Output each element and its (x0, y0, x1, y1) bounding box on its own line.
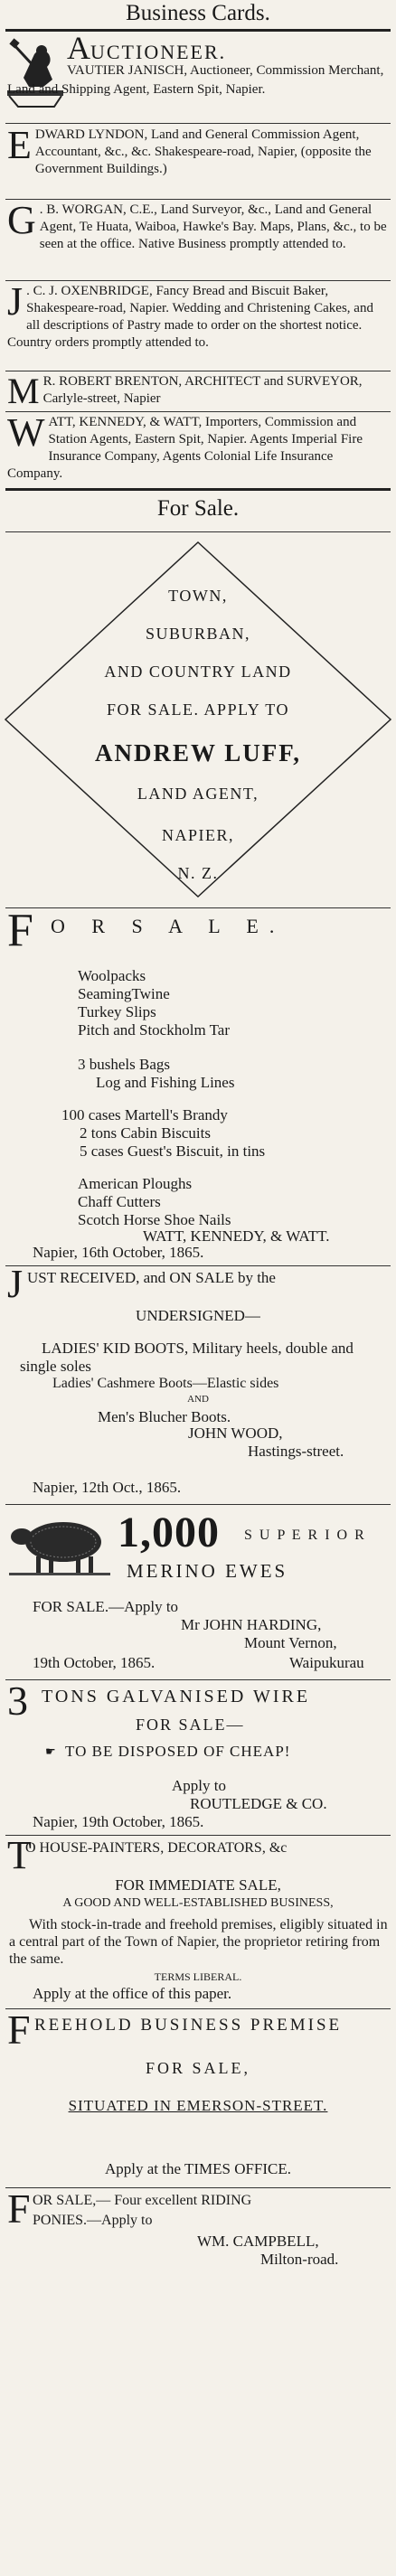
divider (5, 411, 391, 412)
drop-cap: F (7, 2007, 31, 2053)
ad-date: Napier, 19th October, 1865. (33, 1813, 204, 1830)
signature: WM. CAMPBELL, (197, 2233, 319, 2250)
divider (5, 1835, 391, 1836)
card-auctioneer-body: VAUTIER JANISCH, Auctioneer, Commission Merchant, Land and Shipping Agent, Eastern Spit, Napier. (7, 63, 384, 97)
sheep-engraving (9, 1515, 110, 1578)
luff-line: AND COUNTRY LAND (104, 663, 292, 681)
card-oxenbridge (7, 279, 389, 352)
drop-cap: T (7, 1833, 32, 1877)
divider (5, 531, 391, 532)
ad-line: Hastings-street. (248, 1443, 344, 1460)
signature: WATT, KENNEDY, & WATT. (143, 1227, 330, 1245)
card-body: ARCHITECT and SURVEYOR, Carlyle-street, Napier (42, 374, 363, 406)
drop-cap: J (7, 1262, 24, 1306)
list-item: 2 tons Cabin Biscuits (80, 1124, 211, 1142)
ad-line: TO BE DISPOSED OF CHEAP! (65, 1743, 291, 1760)
card-head: ATT, KENNEDY, & WATT, (48, 415, 203, 429)
drop-cap: W (7, 410, 45, 455)
signature: JOHN WOOD, (188, 1424, 283, 1442)
ad-head: OR SALE,— Four excellent RIDING (33, 2193, 252, 2208)
card-watt-kennedy (7, 410, 389, 483)
drop-cap: F (7, 905, 33, 956)
ad-line: Mr JOHN HARDING, (181, 1616, 322, 1633)
divider (5, 123, 391, 124)
card-head: . C. J. OXENBRIDGE, (26, 284, 153, 298)
ad-line: Apply to (172, 1777, 226, 1794)
drop-cap: G (7, 198, 36, 242)
luff-line: TOWN, (168, 587, 228, 605)
card-body: Importers, Commission and Station Agents, Eastern Spit, Napier. Agents Imperial Fire Insurance Company, Agents Colonial Life Insurance Company. (7, 415, 363, 481)
drop-cap: F (7, 2186, 31, 2232)
list-item: Woolpacks (78, 967, 146, 984)
luff-line: SUBURBAN, (145, 625, 251, 643)
drop-cap: A (67, 30, 90, 66)
list-item: Log and Fishing Lines (96, 1074, 235, 1091)
ad-line: UNDERSIGNED— (136, 1307, 260, 1324)
card-brenton (7, 371, 389, 411)
ad-head: TONS GALVANISED WIRE (42, 1687, 311, 1706)
card-head: UCTIONEER. (90, 41, 227, 63)
divider (5, 1265, 391, 1266)
divider (5, 1504, 391, 1505)
divider (5, 1679, 391, 1680)
card-body: Land and General Commission Agent, Accountant, &c., &c. Shakespeare-road, Napier, (opposite the Government Buildings.) (34, 127, 372, 176)
drop-cap: E (7, 123, 32, 167)
ad-line: AND (187, 1394, 209, 1405)
ad-line: FOR IMMEDIATE SALE, (115, 1876, 281, 1894)
luff-line: NAPIER, (161, 826, 234, 844)
ad-line: Milton-road. (260, 2251, 339, 2268)
drop-cap: 3 (7, 1678, 28, 1724)
luff-line: LAND AGENT, (137, 785, 259, 803)
for-sale-header (0, 495, 396, 522)
ad-head: O HOUSE-PAINTERS, DECORATORS, &c (25, 1840, 288, 1856)
ad-head: REEHOLD BUSINESS PREMISE (34, 2016, 343, 2035)
list-item: Pitch and Stockholm Tar (78, 1021, 231, 1039)
card-head: DWARD LYNDON, (34, 127, 148, 142)
list-item: American Ploughs (78, 1175, 193, 1192)
luff-line: N. Z. (177, 864, 219, 882)
list-item: SeamingTwine (78, 985, 170, 1002)
list-item: 100 cases Martell's Brandy (61, 1106, 228, 1123)
wood-ad (7, 1262, 389, 1466)
ad-line: FOR SALE— (136, 1716, 245, 1734)
ad-head: UST RECEIVED, and ON SALE by the (27, 1269, 276, 1286)
drop-cap: J (7, 279, 24, 324)
ad-line: A GOOD AND WELL-ESTABLISHED BUSINESS, (62, 1896, 334, 1910)
ad-line: FOR SALE, (145, 2059, 250, 2077)
pointing-hand-icon: ☛ (45, 1744, 56, 1758)
ad-line: PONIES.—Apply to (33, 2213, 153, 2228)
ad-line: Mount Vernon, (244, 1634, 337, 1651)
ad-line: Men's Blucher Boots. (98, 1408, 231, 1425)
ad-line: SITUATED IN EMERSON-STREET. (68, 2097, 328, 2114)
divider (5, 2008, 391, 2009)
list-item: Chaff Cutters (78, 1193, 161, 1210)
business-cards-header (0, 0, 396, 27)
signature: ROUTLEDGE & CO. (190, 1795, 327, 1812)
card-lyndon (7, 123, 389, 178)
ad-body: With stock-in-trade and freehold premises, eligibly situated in a central part of the Town of Napier, the proprietor retiring from the same. (9, 1917, 388, 1967)
list-item: Scotch Horse Shoe Nails (78, 1211, 231, 1228)
card-body: Fancy Bread and Biscuit Baker, Shakespeare-road, Napier. Wedding and Christening Cakes, and all descriptions of Pastry made to order on the shortest notice. Country orders promptly attended to. (7, 284, 373, 350)
section-title: Business Cards. (126, 1, 270, 25)
luff-line: FOR SALE. APPLY TO (107, 700, 289, 719)
ad-date: Napier, 16th October, 1865. (33, 1244, 204, 1261)
ad-line: Apply at the TIMES OFFICE. (104, 2160, 292, 2177)
ad-line: LADIES' KID BOOTS, Military heels, double and single soles (20, 1340, 354, 1375)
ad-head: O R S A L E. (51, 915, 286, 937)
big-number: 1,000 (118, 1509, 220, 1556)
ad-head: MERINO EWES (127, 1560, 288, 1582)
card-worgan (7, 198, 389, 253)
card-head: . B. WORGAN, C.E., (39, 202, 157, 217)
ad-date: 19th October, 1865. (33, 1654, 156, 1671)
ad-date: Napier, 12th Oct., 1865. (33, 1479, 182, 1496)
divider (5, 907, 391, 908)
luff-diamond-ad (0, 537, 396, 903)
section-rule (5, 488, 391, 491)
ad-line: FOR SALE.—Apply to (33, 1598, 179, 1615)
section-title: For Sale. (156, 496, 240, 521)
luff-name: ANDREW LUFF, (94, 739, 302, 766)
ad-line: Ladies' Cashmere Boots—Elastic sides (52, 1376, 279, 1391)
drop-cap: M (7, 371, 40, 411)
list-item: Turkey Slips (78, 1003, 156, 1020)
header-rule (5, 29, 391, 32)
list-item: 5 cases Guest's Biscuit, in tins (80, 1142, 266, 1160)
ad-line: TERMS LIBERAL. (154, 1970, 242, 1983)
kennedy-ad (7, 905, 389, 1246)
divider (5, 280, 391, 281)
ad-line: Apply at the office of this paper. (33, 1985, 232, 2002)
list-item: 3 bushels Bags (78, 1056, 170, 1073)
divider (5, 2187, 391, 2188)
divider (5, 199, 391, 200)
card-head: R. ROBERT BRENTON, (42, 374, 183, 389)
card-auctioneer (67, 30, 389, 66)
card-body: Land Surveyor, &c., Land and General Agent, Te Huata, Waiboa, Hawke's Bay. Maps, Plans, &c., to be seen at the office. Native Business promptly attended to. (39, 202, 387, 251)
ad-line: Waipukurau (289, 1654, 364, 1671)
ad-head: S U P E R I O R (244, 1528, 366, 1543)
